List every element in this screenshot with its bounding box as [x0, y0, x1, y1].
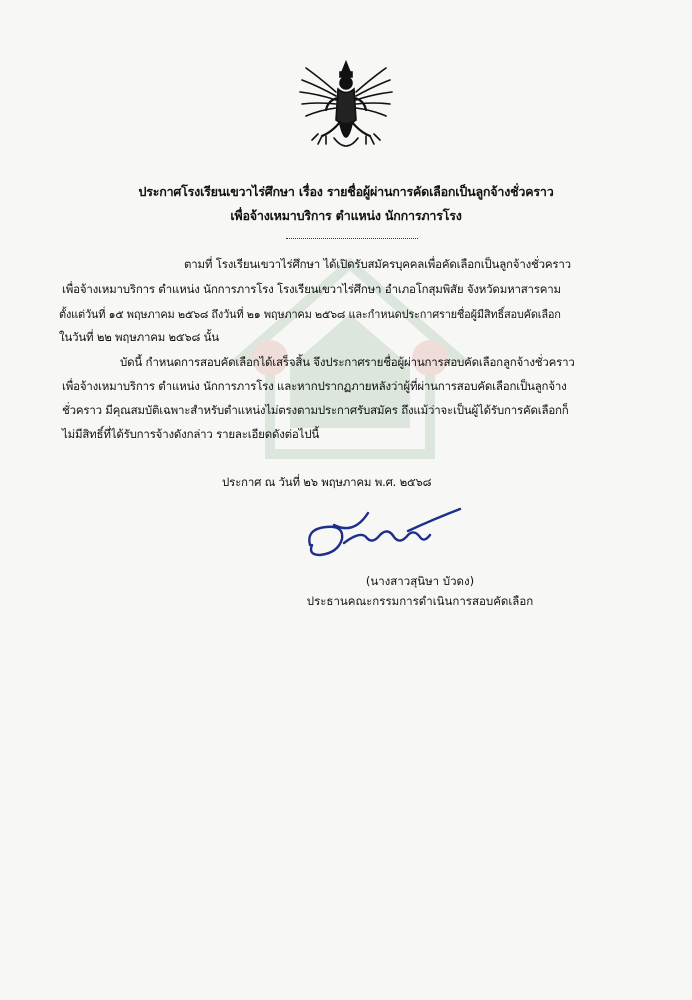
paragraph-1-line-1: ตามที่ โรงเรียนเขวาไร่ศึกษา ได้เปิดรับสมัครบุคคลเพื่อคัดเลือกเป็นลูกจ้างชั่วคราว: [184, 257, 571, 271]
announcement-date: ประกาศ ณ วันที่ ๒๖ พฤษภาคม พ.ศ. ๒๕๖๘: [222, 475, 432, 489]
paragraph-1-line-2: เพื่อจ้างเหมาบริการ ตำแหน่ง นักการภารโรง โรงเรียนเขวาไร่ศึกษา อำเภอโกสุมพิสัย จังหวัดมหาสารคาม: [62, 282, 561, 296]
paragraph-2-line-1: บัดนี้ กำหนดการสอบคัดเลือกได้เสร็จสิ้น จึงประกาศรายชื่อผู้ผ่านการสอบคัดเลือกลูกจ้างชั่วคราว: [120, 355, 575, 369]
signer-position: ประธานคณะกรรมการดำเนินการสอบคัดเลือก: [306, 594, 534, 608]
paragraph-1-line-4: ในวันที่ ๒๒ พฤษภาคม ๒๕๖๘ นั้น: [59, 330, 219, 344]
announcement-title-line-2: เพื่อจ้างเหมาบริการ ตำแหน่ง นักการภารโรง: [230, 208, 462, 223]
paragraph-2-line-4: ไม่มีสิทธิ์ที่ได้รับการจ้างดังกล่าว รายละเอียดดังต่อไปนี้: [62, 427, 319, 441]
paragraph-2-line-2: เพื่อจ้างเหมาบริการ ตำแหน่ง นักการภารโรง และหากปรากฏภายหลังว่าผู้ที่ผ่านการสอบคัดเลือกเป็นลูกจ้าง: [62, 379, 567, 393]
paragraph-2-line-3: ชั่วคราว มีคุณสมบัติเฉพาะสำหรับตำแหน่งไม่ตรงตามประกาศรับสมัคร ถึงแม้ว่าจะเป็นผู้ได้รับการคัดเลือกก็: [62, 403, 569, 417]
handwritten-signature: [304, 505, 464, 563]
announcement-title-line-1: ประกาศโรงเรียนเขวาไร่ศึกษา เรื่อง รายชื่อผู้ผ่านการคัดเลือกเป็นลูกจ้างชั่วคราว: [138, 184, 554, 199]
signer-name: (นางสาวสุนิษา บัวดง): [365, 574, 475, 588]
dotted-divider: [286, 238, 418, 239]
garuda-emblem-icon: [296, 58, 396, 158]
paragraph-1-line-3: ตั้งแต่วันที่ ๑๕ พฤษภาคม ๒๕๖๘ ถึงวันที่ ๒๑ พฤษภาคม ๒๕๖๘ และกำหนดประกาศรายชื่อผู้มีสิทธิ์สอบคัดเลือก: [59, 308, 561, 321]
